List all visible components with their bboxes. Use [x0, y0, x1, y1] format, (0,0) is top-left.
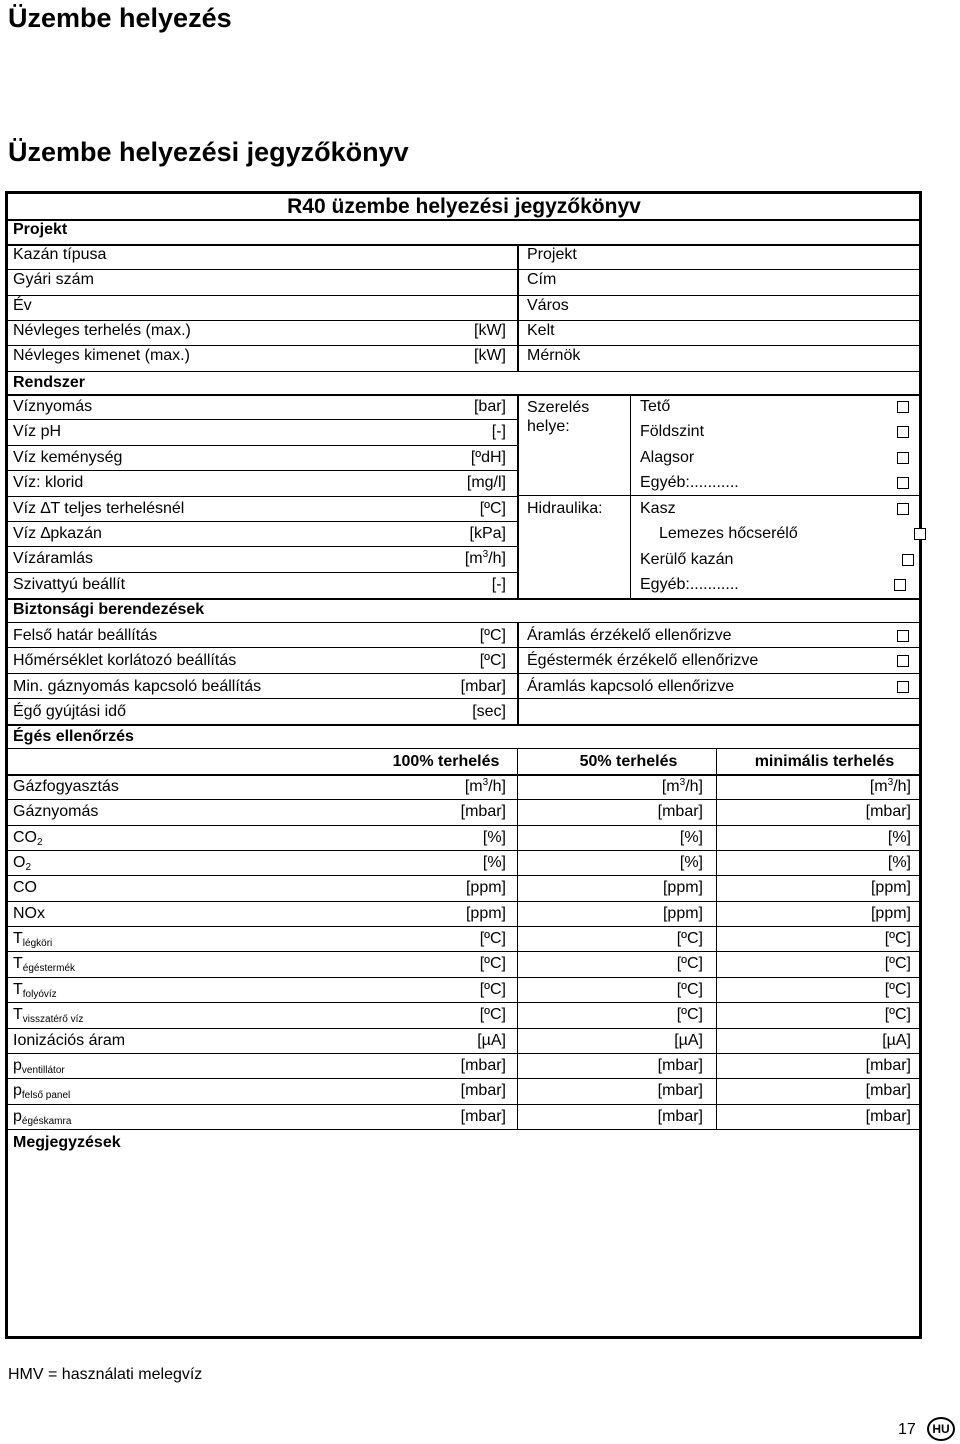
hidraulika-option: Kasz	[640, 500, 676, 517]
eges-unit: [ppm]	[870, 904, 911, 922]
row-divider	[8, 673, 922, 674]
row-divider	[8, 1028, 922, 1029]
rendszer-unit: [bar]	[473, 398, 506, 415]
eges-label: $p_{égéskamra}$	[13, 1107, 72, 1127]
row-divider	[8, 799, 922, 800]
eges-unit: [mbar]	[865, 1082, 911, 1100]
row-divider	[8, 698, 922, 699]
column-divider	[517, 394, 519, 598]
hidraulika-option: Egyéb:...........	[640, 576, 739, 594]
row-divider	[8, 572, 517, 573]
check-label: Égéstermék érzékelő ellenőrizve	[527, 652, 759, 670]
row-divider	[8, 546, 517, 547]
checkbox[interactable]	[914, 528, 926, 540]
eges-label: Ionizációs áram	[13, 1031, 126, 1049]
eges-unit: [ºC]	[479, 980, 506, 998]
load-header: minimális terhelés	[754, 753, 895, 770]
eges-label: CO	[13, 879, 37, 897]
field-unit: [kW]	[474, 347, 506, 365]
eges-label: $p_{felső panel}$	[13, 1082, 71, 1102]
row-divider	[8, 1129, 922, 1130]
eges-unit: [mbar]	[657, 803, 703, 821]
field-label: Év	[13, 296, 32, 314]
column-divider	[517, 244, 519, 371]
rendszer-unit: [kPa]	[469, 525, 506, 542]
eges-unit: [ºC]	[884, 930, 911, 948]
page-title: Üzembe helyezés	[8, 3, 232, 33]
eges-unit: [ºC]	[884, 1006, 911, 1024]
rendszer-label: Víz pH	[13, 423, 62, 441]
eges-unit: [ppm]	[465, 904, 506, 922]
row-divider	[8, 1104, 922, 1105]
eges-unit: [mbar]	[865, 1056, 911, 1074]
eges-unit: [ppm]	[662, 879, 703, 897]
row-divider	[8, 774, 922, 776]
eges-unit: [ºC]	[676, 1006, 703, 1024]
eges-label: $O_2$	[13, 854, 32, 874]
eges-unit: [ppm]	[870, 879, 911, 897]
szereles-label: Szerelés	[527, 399, 590, 416]
biztonsagi-unit: [sec]	[472, 703, 506, 721]
biztonsagi-label: Égő gyújtási idő	[13, 703, 126, 721]
eges-unit: [ºC]	[676, 930, 703, 948]
eges-unit: [mbar]	[865, 803, 911, 821]
eges-unit: [%]	[482, 854, 506, 872]
section-header-biztonsagi: Biztonsági berendezések	[13, 601, 205, 618]
rendszer-label: Víz keménység	[13, 448, 123, 466]
eges-unit: [ºC]	[884, 980, 911, 998]
project-field-label: Kelt	[527, 321, 555, 339]
row-divider	[8, 496, 517, 497]
field-label: Névleges terhelés (max.)	[13, 321, 191, 339]
row-divider	[8, 371, 922, 372]
check-label: Áramlás érzékelő ellenőrizve	[527, 627, 732, 644]
eges-unit: [ºC]	[479, 955, 506, 973]
page-subtitle: Üzembe helyezési jegyzőkönyv	[8, 137, 409, 167]
row-divider	[8, 850, 922, 851]
eges-label: $T_{folyóvíz}$	[13, 980, 57, 1000]
rendszer-label: Víznyomás	[13, 398, 93, 415]
load-header: 100% terhelés	[392, 753, 500, 770]
field-label: Kazán típusa	[13, 246, 107, 263]
eges-label: NOx	[13, 904, 45, 922]
eges-unit: [%]	[482, 828, 506, 846]
row-divider	[8, 622, 922, 623]
eges-unit: [mbar]	[460, 1082, 506, 1100]
rendszer-unit: [mg/l]	[466, 474, 506, 492]
checkbox[interactable]	[897, 655, 909, 667]
load-header: 50% terhelés	[579, 753, 678, 770]
column-divider	[630, 394, 631, 598]
eges-unit: [µA]	[882, 1031, 911, 1049]
eges-unit: [ppm]	[662, 904, 703, 922]
section-header-project: Projekt	[13, 221, 68, 238]
rendszer-label: Víz ∆pkazán	[13, 525, 102, 542]
szereles-option: Egyéb:...........	[640, 474, 739, 492]
checkbox[interactable]	[897, 630, 909, 642]
szereles-option: Alagsor	[640, 448, 695, 466]
rendszer-unit: [-]	[491, 423, 506, 441]
eges-unit: [ºC]	[479, 930, 506, 948]
biztonsagi-unit: [mbar]	[460, 677, 506, 695]
row-divider	[8, 926, 922, 927]
eges-label: Gáznyomás	[13, 803, 99, 821]
check-label: Áramlás kapcsoló ellenőrizve	[527, 677, 735, 695]
szereles-label: helye:	[527, 418, 570, 435]
biztonsagi-label: Hőmérséklet korlátozó beállítás	[13, 652, 237, 670]
biztonsagi-label: Felső határ beállítás	[13, 627, 158, 644]
section-header-megjegyzesek: Megjegyzések	[13, 1134, 121, 1151]
row-divider	[8, 647, 922, 648]
column-divider	[517, 748, 518, 1129]
form-title: R40 üzembe helyezési jegyzőkönyv	[287, 195, 641, 218]
checkbox[interactable]	[897, 477, 909, 489]
eges-label: $T_{légköri}$	[13, 930, 53, 950]
row-divider	[8, 320, 922, 321]
eges-unit: [%]	[887, 854, 911, 872]
rendszer-label: Víz ∆T teljes terhelésnél	[13, 499, 185, 517]
row-divider	[8, 269, 922, 270]
eges-label: $CO_2$	[13, 828, 43, 848]
rendszer-unit: [ºdH]	[470, 448, 506, 466]
column-divider	[716, 748, 717, 1129]
eges-unit: [mbar]	[657, 1107, 703, 1125]
row-divider	[8, 521, 517, 522]
eges-unit: [ºC]	[676, 980, 703, 998]
rendszer-label: Víz: klorid	[13, 474, 84, 492]
eges-unit: $[m^3/h]$	[464, 777, 506, 795]
eges-label: $T_{égéstermék}$	[13, 955, 76, 975]
eges-label: $T_{visszatérő víz}$	[13, 1006, 84, 1026]
checkbox[interactable]	[897, 401, 909, 413]
row-divider	[8, 295, 922, 296]
rendszer-unit: $[m^3/h]$	[464, 549, 506, 568]
project-field-label: Projekt	[527, 246, 577, 263]
eges-unit: $[m^3/h]$	[869, 777, 911, 795]
rendszer-label: Vízáramlás	[13, 550, 94, 568]
row-divider	[8, 598, 922, 600]
checkbox[interactable]	[897, 503, 909, 515]
rendszer-label: Szivattyú beállít	[13, 575, 126, 593]
eges-unit: [mbar]	[657, 1082, 703, 1100]
hidraulika-option: Lemezes hőcserélő	[659, 525, 798, 543]
row-divider	[8, 345, 922, 346]
eges-unit: $[m^3/h]$	[661, 777, 703, 795]
footer-note: HMV = használati melegvíz	[8, 1366, 203, 1383]
eges-unit: [%]	[887, 828, 911, 846]
row-divider	[8, 1053, 922, 1054]
row-divider	[8, 724, 922, 726]
row-divider	[8, 244, 922, 246]
checkbox[interactable]	[897, 452, 909, 464]
eges-unit: [ppm]	[465, 879, 506, 897]
language-badge: HU	[927, 1417, 955, 1441]
row-divider	[8, 470, 517, 471]
eges-unit: [mbar]	[657, 1056, 703, 1074]
row-divider	[8, 445, 517, 446]
hidraulika-option: Kerülő kazán	[640, 550, 734, 568]
eges-unit: [%]	[679, 828, 703, 846]
eges-unit: [µA]	[674, 1031, 703, 1049]
eges-unit: [mbar]	[460, 1107, 506, 1125]
row-divider	[8, 748, 922, 749]
eges-unit: [µA]	[477, 1031, 506, 1049]
eges-unit: [%]	[679, 854, 703, 872]
szereles-option: Földszint	[640, 423, 705, 441]
eges-unit: [ºC]	[479, 1006, 506, 1024]
row-divider	[8, 977, 922, 978]
szereles-option: Tető	[640, 398, 671, 415]
page-number: 17	[898, 1421, 916, 1438]
project-field-label: Város	[527, 296, 569, 314]
row-divider	[8, 825, 922, 826]
checkbox[interactable]	[897, 681, 909, 693]
eges-unit: [ºC]	[884, 955, 911, 973]
row-divider	[8, 1078, 922, 1079]
commissioning-form	[5, 191, 922, 1339]
row-divider	[8, 419, 517, 420]
row-divider	[8, 875, 922, 876]
row-divider	[8, 219, 922, 221]
row-divider	[517, 495, 922, 496]
biztonsagi-label: Min. gáznyomás kapcsoló beállítás	[13, 677, 262, 695]
eges-unit: [ºC]	[676, 955, 703, 973]
row-divider	[8, 1002, 922, 1003]
biztonsagi-unit: [ºC]	[479, 652, 506, 670]
project-field-label: Cím	[527, 271, 557, 289]
rendszer-unit: [ºC]	[479, 499, 506, 517]
column-divider	[517, 622, 519, 724]
field-label: Gyári szám	[13, 271, 94, 289]
eges-unit: [mbar]	[460, 1056, 506, 1074]
checkbox[interactable]	[902, 554, 914, 566]
checkbox[interactable]	[894, 579, 906, 591]
hidraulika-label: Hidraulika:	[527, 500, 603, 517]
field-unit: [kW]	[474, 321, 506, 339]
project-field-label: Mérnök	[527, 347, 581, 365]
eges-unit: [mbar]	[865, 1107, 911, 1125]
section-header-rendszer: Rendszer	[13, 374, 86, 391]
biztonsagi-unit: [ºC]	[479, 627, 506, 644]
eges-label: Gázfogyasztás	[13, 778, 119, 795]
row-divider	[8, 901, 922, 902]
row-divider	[8, 951, 922, 952]
checkbox[interactable]	[897, 426, 909, 438]
rendszer-unit: [-]	[491, 575, 506, 593]
section-header-eges: Égés ellenőrzés	[13, 728, 134, 745]
eges-unit: [mbar]	[460, 803, 506, 821]
row-divider	[8, 394, 922, 396]
field-label: Névleges kimenet (max.)	[13, 347, 190, 365]
eges-label: $p_{ventillátor}$	[13, 1056, 65, 1076]
